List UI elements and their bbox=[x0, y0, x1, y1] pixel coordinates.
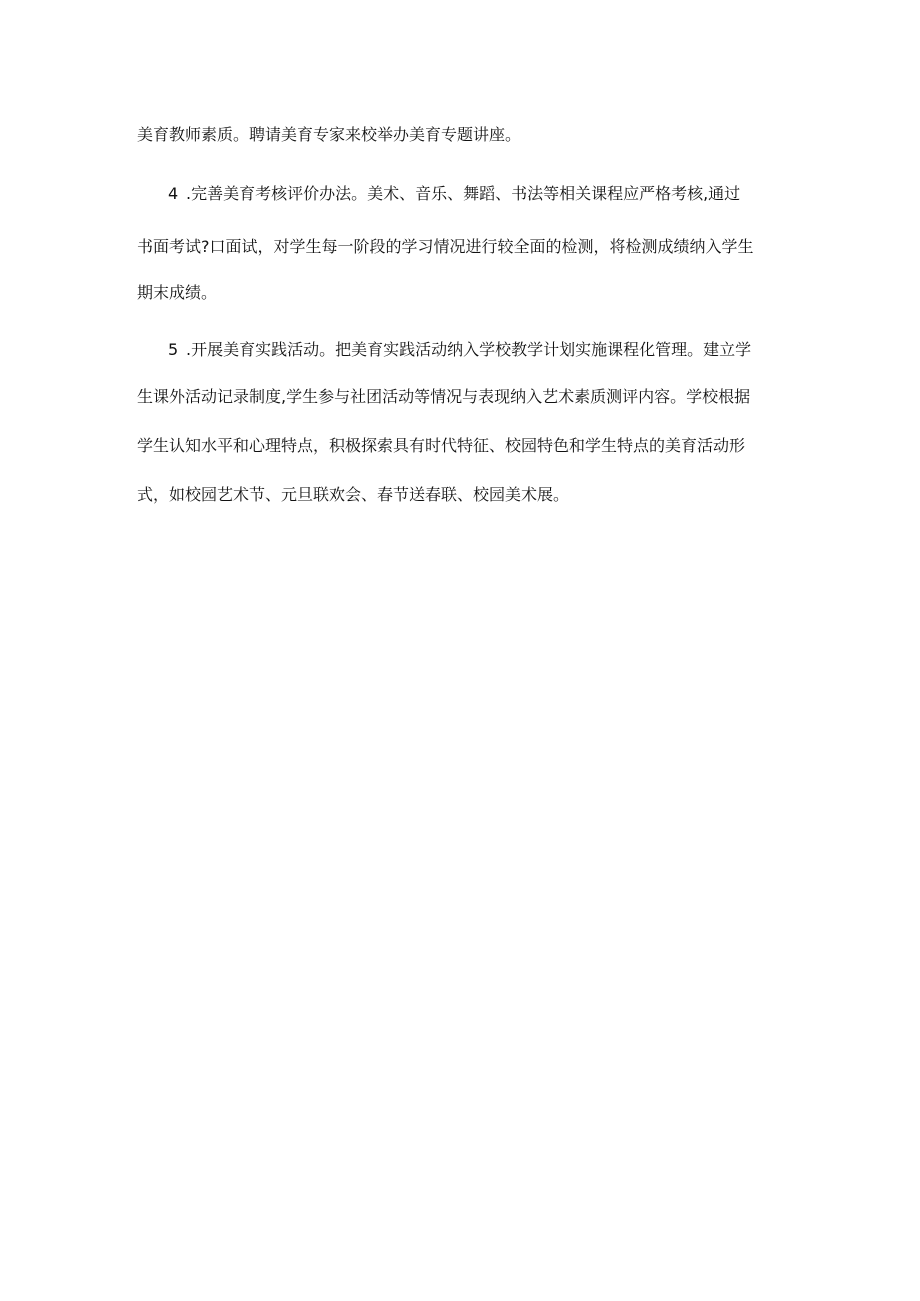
item-5-number: 5 bbox=[168, 340, 179, 359]
item-4-number: 4 bbox=[168, 184, 179, 203]
item-4-line-1 bbox=[168, 183, 740, 205]
item-5-line-3: 学生认知水平和心理特点，积极探索具有时代特征、校园特色和学生特点的美育活动形 bbox=[137, 436, 746, 455]
item-4-line-3: 期末成绩。 bbox=[137, 283, 218, 302]
item-5-text: .开展美育实践活动。把美育实践活动纳入学校教学计划实施课程化管理。建立学 bbox=[186, 340, 752, 359]
paragraph-top-line-1: 美育教师素质。聘请美育专家来校举办美育专题讲座。 bbox=[137, 125, 522, 144]
item-5-line-4: 式，如校园艺术节、元旦联欢会、春节送春联、校园美术展。 bbox=[137, 485, 570, 504]
item-5-line-2: 生课外活动记录制度,学生参与社团活动等情况与表现纳入艺术素质测评内容。学校根据 bbox=[137, 387, 751, 406]
item-4-text: .完善美育考核评价办法。美术、音乐、舞蹈、书法等相关课程应严格考核,通过 bbox=[186, 184, 741, 203]
item-4-line-2: 书面考试?口面试，对学生每一阶段的学习情况进行较全面的检测，将检测成绩纳入学生 bbox=[137, 237, 754, 256]
item-5-line-1 bbox=[168, 339, 751, 361]
